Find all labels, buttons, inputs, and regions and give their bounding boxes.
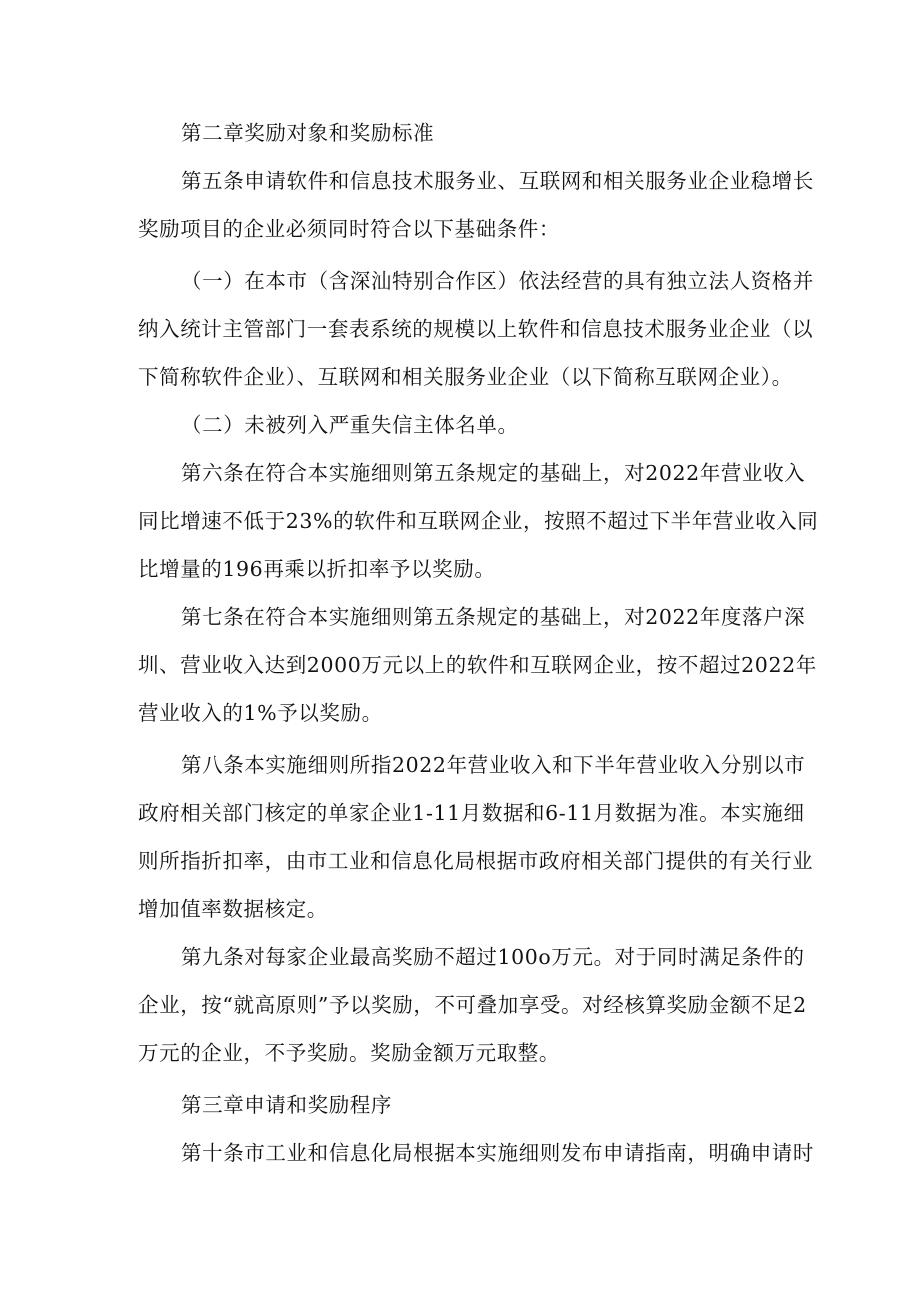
paragraph-line: 企业，按“就高原则”予以奖励，不可叠加享受。对经核算奖励金额不足2 <box>138 993 807 1017</box>
paragraph-line: （二）未被列入严重失信主体名单。 <box>181 413 519 437</box>
chapter-heading: 第二章奖励对象和奖励标准 <box>181 121 435 145</box>
paragraph-line: 第九条对每家企业最高奖励不超过100o万元。对于同时满足条件的 <box>181 945 805 969</box>
paragraph-line: 下简称软件企业）、互联网和相关服务业企业（以下简称互联网企业）。 <box>138 365 793 389</box>
paragraph-line: 增加值率数据核定。 <box>138 897 328 921</box>
paragraph-line: 同比增速不低于23%的软件和互联网企业，按照不超过下半年营业收入同 <box>138 509 819 533</box>
paragraph-line: 第十条市工业和信息化局根据本实施细则发布申请指南，明确申请时 <box>181 1141 814 1165</box>
paragraph-line: （一）在本市（含深汕特别合作区）依法经营的具有独立法人资格并 <box>181 269 814 293</box>
paragraph-line: 奖励项目的企业必须同时符合以下基础条件： <box>138 217 560 241</box>
paragraph-line: 纳入统计主管部门一套表系统的规模以上软件和信息技术服务业企业（以 <box>138 317 814 341</box>
paragraph-line: 政府相关部门核定的单家企业1-11月数据和6-11月数据为准。本实施细 <box>138 801 805 825</box>
paragraph-line: 则所指折扣率，由市工业和信息化局根据市政府相关部门提供的有关行业 <box>138 849 814 873</box>
paragraph-line: 万元的企业，不予奖励。奖励金额万元取整。 <box>138 1041 560 1065</box>
chapter-heading: 第三章申请和奖励程序 <box>181 1093 392 1117</box>
paragraph-line: 圳、营业收入达到2000万元以上的软件和互联网企业，按不超过2022年 <box>138 653 817 677</box>
paragraph-line: 第八条本实施细则所指2022年营业收入和下半年营业收入分别以市 <box>181 753 806 777</box>
paragraph-line: 比增量的196再乘以折扣率予以奖励。 <box>138 557 496 581</box>
paragraph-line: 第五条申请软件和信息技术服务业、互联网和相关服务业企业稳增长 <box>181 169 814 193</box>
paragraph-line: 第六条在符合本实施细则第五条规定的基础上，对2022年营业收入 <box>181 461 806 485</box>
paragraph-line: 第七条在符合本实施细则第五条规定的基础上，对2022年度落户深 <box>181 605 806 629</box>
paragraph-line: 营业收入的1%予以奖励。 <box>138 701 383 725</box>
